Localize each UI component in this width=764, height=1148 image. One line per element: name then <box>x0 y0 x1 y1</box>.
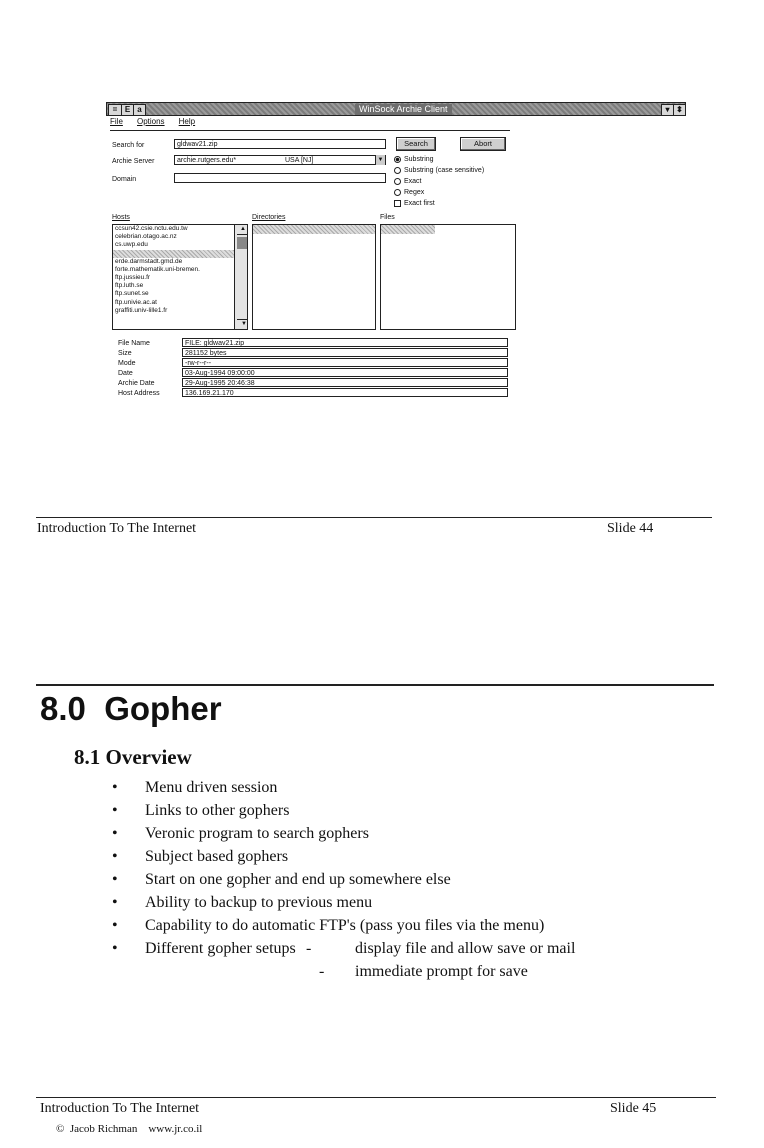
slide45-rule <box>36 1097 716 1098</box>
menu-options[interactable]: Options <box>136 117 165 126</box>
list-item: • Different gopher setups - display file and allow save or mail <box>112 937 712 960</box>
radio-icon[interactable] <box>394 189 401 196</box>
archie-client-window <box>106 102 686 412</box>
section-subheading: 8.1 Overview <box>74 745 192 769</box>
menu-file[interactable]: File <box>110 117 123 126</box>
hosts-label: Hosts <box>112 214 130 221</box>
bullet-list <box>112 776 712 983</box>
scroll-down-icon[interactable]: ▼ <box>237 319 248 329</box>
domain-input[interactable] <box>174 173 386 183</box>
bullet-icon: • <box>112 940 118 957</box>
menu-divider <box>110 130 510 131</box>
option-regex[interactable]: Regex <box>394 187 484 198</box>
e-icon: E <box>121 104 134 116</box>
detail-label: Size <box>118 350 132 357</box>
archie-server-region: USA [NJ] <box>285 157 314 164</box>
bullet-icon: • <box>112 779 118 796</box>
list-item[interactable]: ftp.univie.ac.at <box>115 298 157 306</box>
abort-button[interactable]: Abort <box>460 137 506 151</box>
option-substring[interactable]: Substring <box>394 154 484 165</box>
window-title: WinSock Archie Client <box>355 104 452 115</box>
list-item[interactable]: ftp.sunet.se <box>115 290 149 298</box>
files-list[interactable] <box>380 224 516 330</box>
bullet-icon: • <box>112 848 118 865</box>
bullet-icon: • <box>112 802 118 819</box>
list-item: • Ability to backup to previous menu <box>112 891 712 914</box>
detail-label: Date <box>118 370 133 377</box>
list-item <box>112 960 712 983</box>
file-details <box>118 338 518 398</box>
bullet-icon: • <box>112 894 118 911</box>
detail-label: Mode <box>118 360 136 367</box>
detail-label: Archie Date <box>118 380 155 387</box>
section-heading: 8.0 Gopher <box>40 690 222 727</box>
setup-option: display file and allow save or mail <box>355 940 576 957</box>
detail-label: Host Address <box>118 390 160 397</box>
list-item[interactable]: ftp.luth.se <box>115 282 144 290</box>
maximize-button[interactable]: ⬍ <box>673 104 686 116</box>
files-label: Files <box>380 214 395 221</box>
list-item: • Subject based gophers <box>112 845 712 868</box>
detail-value: 136.169.21.170 <box>182 388 508 397</box>
radio-icon[interactable] <box>394 167 401 174</box>
slide45-number: Slide 45 <box>610 1101 657 1116</box>
menu-help[interactable]: Help <box>178 117 196 126</box>
title-bar <box>106 102 686 116</box>
hosts-list[interactable] <box>112 224 248 330</box>
setup-dash: - <box>319 963 325 980</box>
search-input[interactable]: gldwav21.zip <box>174 139 386 149</box>
bullet-icon: • <box>112 917 118 934</box>
hosts-scrollbar[interactable] <box>234 225 247 329</box>
scroll-up-icon[interactable]: ▲ <box>237 225 247 235</box>
search-button[interactable]: Search <box>396 137 436 151</box>
radio-selected-icon[interactable] <box>394 156 401 163</box>
list-item: • Start on one gopher and end up somewhere else <box>112 868 712 891</box>
directories-label: Directories <box>252 214 286 221</box>
copyright-notice: © Jacob Richman www.jr.co.il <box>56 1123 203 1135</box>
slide44-rule <box>36 517 712 518</box>
heading-rule <box>36 684 714 686</box>
list-item: • Links to other gophers <box>112 799 712 822</box>
menu-bar <box>110 117 207 129</box>
option-substring-case[interactable]: Substring (case sensitive) <box>394 165 484 176</box>
list-item[interactable]: graffiti.univ-lille1.fr <box>115 306 168 314</box>
list-item[interactable]: celebrian.otago.ac.nz <box>115 233 177 241</box>
detail-value: 29-Aug-1995 20:46:38 <box>182 378 508 387</box>
slide45-title: Introduction To The Internet <box>40 1101 200 1116</box>
dropdown-arrow-icon[interactable]: ▼ <box>375 155 385 165</box>
list-item[interactable]: forte.mathematik.uni-bremen. <box>115 265 200 273</box>
list-item[interactable]: erde.darmstadt.gmd.de <box>115 257 183 265</box>
slide44-number: Slide 44 <box>607 521 654 536</box>
archie-server-label: Archie Server <box>112 158 155 165</box>
list-item: • Capability to do automatic FTP's (pass you files via the menu) <box>112 914 712 937</box>
scroll-thumb[interactable] <box>237 237 247 249</box>
bullet-icon: • <box>112 825 118 842</box>
app-icon: a <box>133 104 146 116</box>
search-options <box>394 154 484 209</box>
exact-first-checkbox[interactable]: Exact first <box>394 198 484 209</box>
detail-label: File Name <box>118 340 150 347</box>
list-item: • Veronic program to search gophers <box>112 822 712 845</box>
setup-dash: - <box>306 940 312 957</box>
checkbox-icon[interactable] <box>394 200 401 207</box>
slide44-title: Introduction To The Internet <box>37 521 197 536</box>
detail-value: FILE: gldwav21.zip <box>182 338 508 347</box>
option-exact[interactable]: Exact <box>394 176 484 187</box>
list-item[interactable]: ccsun42.csie.nctu.edu.tw <box>115 225 188 232</box>
setup-option: immediate prompt for save <box>355 963 528 980</box>
list-item[interactable]: cs.uwp.edu <box>115 241 148 249</box>
bullet-icon: • <box>112 871 118 888</box>
system-menu-button[interactable]: = <box>108 104 122 116</box>
list-item-selected[interactable] <box>253 225 375 234</box>
directories-list[interactable] <box>252 224 376 330</box>
search-label: Search for <box>112 142 145 149</box>
detail-value: -rw-r--r-- <box>182 358 508 367</box>
minimize-button[interactable]: ▾ <box>661 104 674 116</box>
detail-value: 281152 bytes <box>182 348 508 357</box>
list-item-selected[interactable] <box>381 225 435 234</box>
domain-label: Domain <box>112 176 137 183</box>
list-item-selected[interactable] <box>113 250 247 258</box>
radio-icon[interactable] <box>394 178 401 185</box>
detail-value: 03-Aug-1994 09:00:00 <box>182 368 508 377</box>
list-item: • Menu driven session <box>112 776 712 799</box>
list-item[interactable]: ftp.jussieu.fr <box>115 274 151 282</box>
archie-server-select[interactable] <box>174 155 386 165</box>
archie-server-value: archie.rutgers.edu* <box>177 157 237 164</box>
